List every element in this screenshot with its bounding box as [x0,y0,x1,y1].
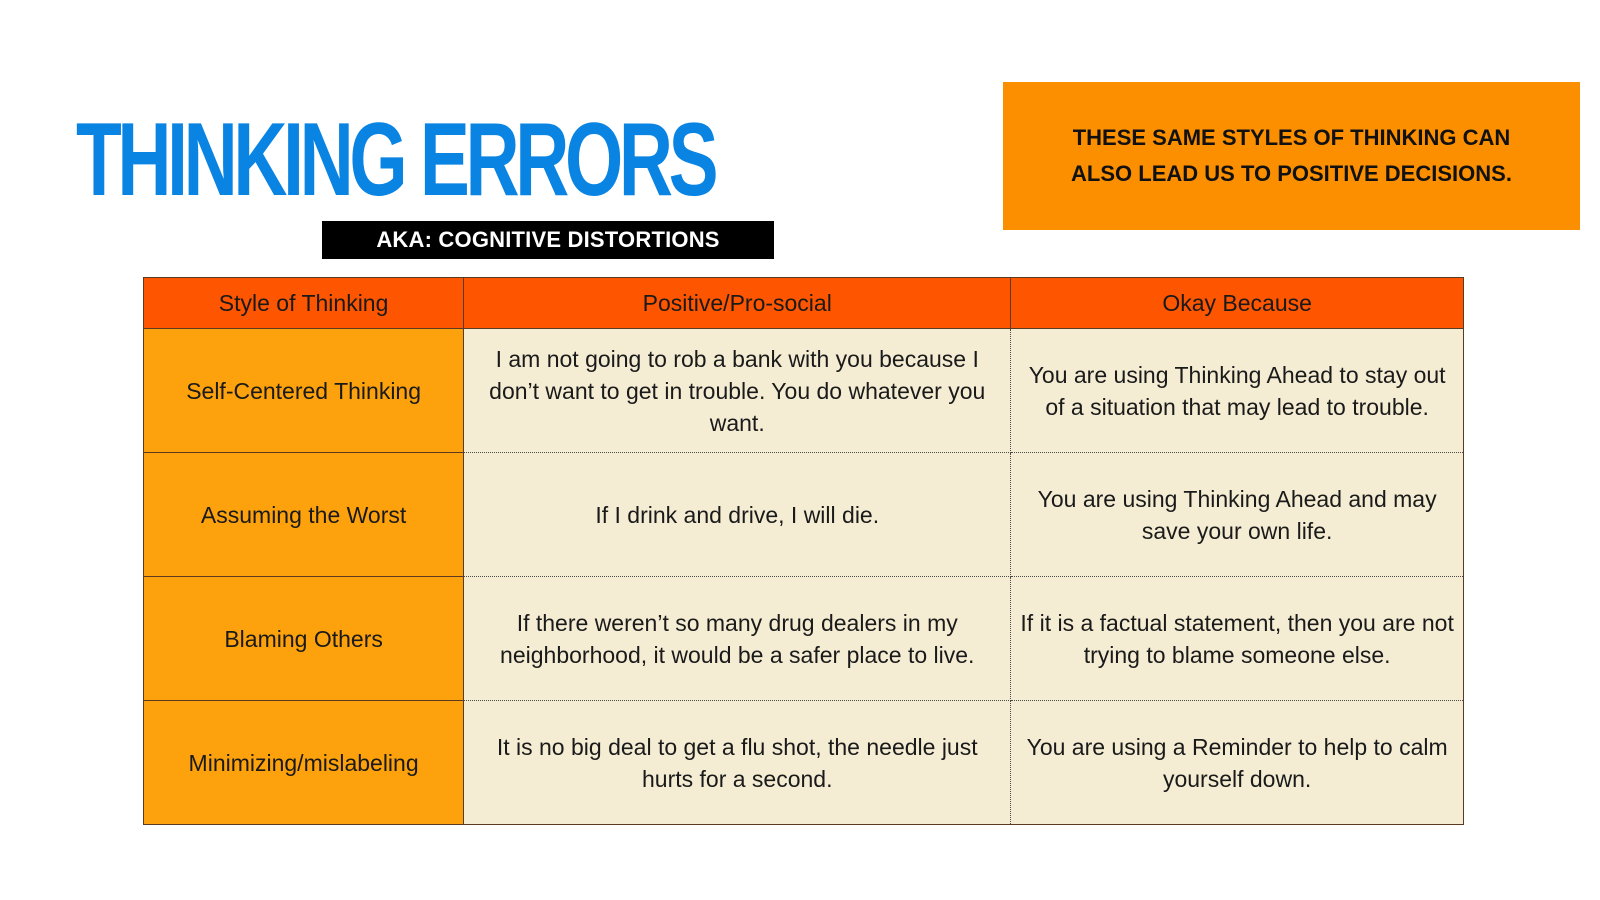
okay-because-cell: If it is a factual statement, then you are not trying to blame someone else. [1011,577,1464,701]
table-header-row [144,278,1464,329]
table-row [144,329,1464,453]
page-title: THINKING ERRORS [76,102,715,218]
callout-text: THESE SAME STYLES OF THINKING CAN ALSO LEAD US TO POSITIVE DECISIONS. [1071,125,1512,186]
positive-cell: I am not going to rob a bank with you because I don’t want to get in trouble. You do whatever you want. [464,329,1011,453]
subtitle-banner: AKA: COGNITIVE DISTORTIONS [322,221,774,259]
table-row [144,453,1464,577]
okay-because-cell: You are using Thinking Ahead and may save your own life. [1011,453,1464,577]
okay-because-cell: You are using Thinking Ahead to stay out of a situation that may lead to trouble. [1011,329,1464,453]
header-okay-because: Okay Because [1011,278,1464,329]
style-cell: Minimizing/mislabeling [144,701,464,825]
positive-cell: If I drink and drive, I will die. [464,453,1011,577]
header-positive-prosocial: Positive/Pro-social [464,278,1011,329]
header-style-of-thinking: Style of Thinking [144,278,464,329]
table-row [144,577,1464,701]
style-cell: Assuming the Worst [144,453,464,577]
okay-because-cell: You are using a Reminder to help to calm yourself down. [1011,701,1464,825]
positive-cell: It is no big deal to get a flu shot, the needle just hurts for a second. [464,701,1011,825]
table-row [144,701,1464,825]
callout-box [1003,82,1580,230]
style-cell: Self-Centered Thinking [144,329,464,453]
thinking-errors-table [143,277,1464,825]
style-cell: Blaming Others [144,577,464,701]
positive-cell: If there weren’t so many drug dealers in my neighborhood, it would be a safer place to live. [464,577,1011,701]
